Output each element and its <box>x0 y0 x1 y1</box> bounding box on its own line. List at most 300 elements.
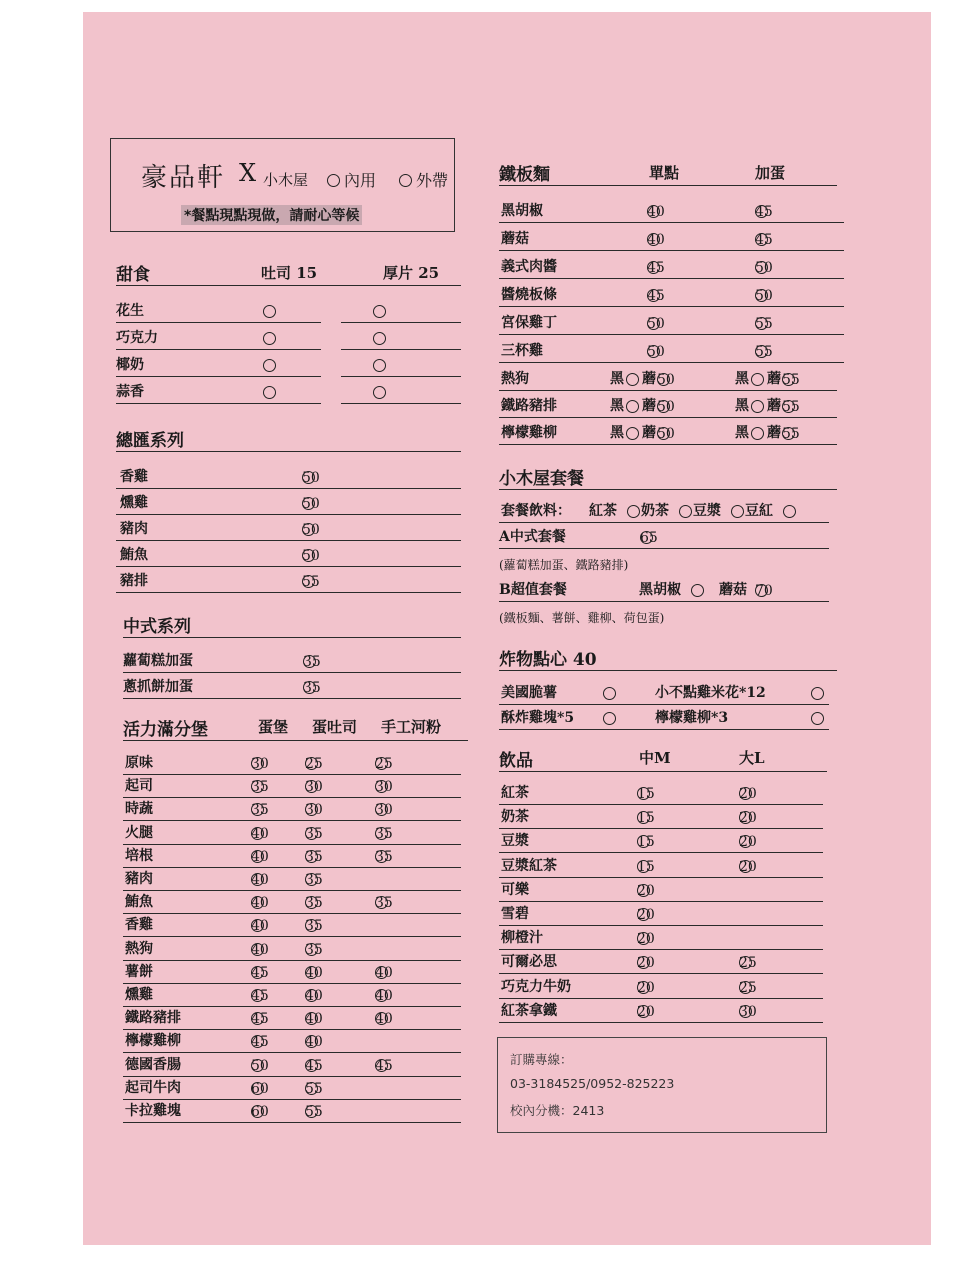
drink-large-price[interactable]: 20 <box>739 810 757 827</box>
noodle-single-price[interactable]: 45 <box>647 260 665 276</box>
thick-option-circle[interactable] <box>373 332 386 345</box>
drink-item-name: 雪碧 <box>501 906 529 922</box>
burger-egg-price[interactable]: 45 <box>251 1034 269 1051</box>
noodle-egg-price[interactable]: 45 <box>755 204 773 220</box>
burger-col-egg-burger: 蛋堡 <box>258 718 289 736</box>
club-price[interactable]: 50 <box>302 496 320 512</box>
burger-noodle-price-circle[interactable] <box>375 757 388 770</box>
set-a-description: (蘿蔔糕加蛋、鐵路豬排) <box>499 558 629 572</box>
noodle-egg-price-circle[interactable] <box>782 400 795 413</box>
noodle-egg-price[interactable]: 55 <box>782 426 800 442</box>
table-row <box>499 342 844 363</box>
table-row <box>123 824 461 845</box>
take-out-option[interactable]: 外帶 <box>399 168 448 191</box>
drink-item-name: 奶茶 <box>501 809 529 826</box>
black-pepper-option-circle[interactable] <box>751 400 764 413</box>
burger-noodle-price[interactable]: 30 <box>375 779 393 796</box>
burger-toast-price[interactable]: 40 <box>305 1034 323 1051</box>
burger-toast-price-circle[interactable] <box>305 1105 318 1118</box>
set-b-price-circle[interactable] <box>755 584 768 597</box>
club-price-circle[interactable] <box>302 471 315 484</box>
black-pepper-label: 黑 <box>735 425 749 441</box>
table-row <box>123 678 461 699</box>
burger-toast-price[interactable]: 25 <box>305 756 323 772</box>
chinese-item-name: 蘿蔔糕加蛋 <box>123 653 193 669</box>
mushroom-label: 蘑 <box>767 371 781 387</box>
table-row <box>123 777 461 798</box>
burger-toast-price[interactable]: 45 <box>305 1057 323 1074</box>
burger-col-rice-noodle: 手工河粉 <box>381 718 442 736</box>
noodle-egg-price-circle[interactable] <box>755 317 768 330</box>
table-row <box>123 754 461 775</box>
burger-egg-price[interactable]: 30 <box>251 756 269 772</box>
set-b-pepper-circle[interactable] <box>691 584 704 597</box>
burger-item-name: 燻雞 <box>125 987 153 1003</box>
set-drink-label: 套餐飲料： <box>501 503 571 519</box>
black-pepper-option-circle[interactable] <box>626 427 639 440</box>
table-row <box>341 329 461 350</box>
toast-option-circle[interactable] <box>263 386 276 399</box>
set-drink-option: 豆紅 <box>745 503 773 519</box>
noodle-single-price[interactable]: 50 <box>647 344 665 360</box>
thick-option-circle[interactable] <box>373 305 386 318</box>
sweet-item-name: 花生 <box>116 303 144 319</box>
burger-item-name: 起司牛肉 <box>125 1079 181 1096</box>
burger-egg-price-circle[interactable] <box>251 943 264 956</box>
table-row <box>499 286 844 307</box>
burger-noodle-price-circle[interactable] <box>375 827 388 840</box>
chinese-title: 中式系列 <box>123 612 461 638</box>
fried-nuggets-option-circle[interactable] <box>603 712 616 725</box>
noodle-item-name: 鐵路豬排 <box>501 398 557 414</box>
table-row <box>123 916 461 937</box>
drink-medium-price[interactable]: 15 <box>637 858 655 875</box>
burger-toast-price[interactable]: 35 <box>305 918 323 935</box>
black-pepper-label: 黑 <box>610 398 624 414</box>
drink-large-price[interactable]: 20 <box>739 834 757 851</box>
table-row <box>341 302 461 323</box>
noodle-item-name: 熱狗 <box>501 371 529 387</box>
club-title: 總匯系列 <box>116 426 461 452</box>
mushroom-label: 蘑 <box>767 425 781 441</box>
burger-egg-price[interactable]: 60 <box>251 1080 269 1097</box>
set-drink-row <box>499 502 829 523</box>
table-row <box>499 230 844 251</box>
drink-medium-price[interactable]: 20 <box>637 1003 655 1020</box>
table-row <box>341 383 461 404</box>
burger-egg-price[interactable]: 40 <box>251 872 269 888</box>
club-price-circle[interactable] <box>302 575 315 588</box>
burger-egg-price-circle[interactable] <box>251 873 264 886</box>
drink-medium-price[interactable]: 20 <box>637 882 655 899</box>
drink-large-price-circle[interactable] <box>739 860 752 873</box>
burger-egg-price[interactable]: 45 <box>251 988 269 1004</box>
burger-toast-price-circle[interactable] <box>305 873 318 886</box>
dine-in-circle[interactable] <box>327 174 340 187</box>
table-row <box>116 572 461 593</box>
table-row <box>123 986 461 1007</box>
drink-item-name: 豆漿 <box>501 833 529 850</box>
burger-toast-price[interactable]: 30 <box>305 779 323 796</box>
noodle-single-price[interactable]: 45 <box>647 288 665 304</box>
drink-medium-price-circle[interactable] <box>637 884 650 897</box>
table-row <box>499 953 823 974</box>
black-pepper-label: 黑 <box>735 398 749 414</box>
noodle-single-price-circle[interactable] <box>647 261 660 274</box>
take-out-circle[interactable] <box>399 174 412 187</box>
burger-egg-price[interactable]: 35 <box>251 779 269 796</box>
noodle-egg-price-circle[interactable] <box>782 373 795 386</box>
burger-noodle-price[interactable]: 35 <box>375 848 393 865</box>
set-b-row <box>499 581 829 602</box>
mushroom-label: 蘑 <box>767 398 781 414</box>
burger-item-name: 德國香腸 <box>125 1056 181 1073</box>
burger-noodle-price[interactable]: 45 <box>375 1057 393 1074</box>
drink-item-name: 巧克力牛奶 <box>501 978 571 995</box>
noodle-egg-price[interactable]: 45 <box>755 232 773 248</box>
burger-toast-price-circle[interactable] <box>305 827 318 840</box>
contact-box <box>497 1037 827 1133</box>
burger-egg-price[interactable]: 40 <box>251 825 269 842</box>
noodle-single-price[interactable]: 50 <box>657 426 675 442</box>
club-price[interactable]: 50 <box>302 522 320 538</box>
toast-option-circle[interactable] <box>263 359 276 372</box>
mushroom-label: 蘑 <box>642 425 656 441</box>
set-a-price-circle[interactable] <box>640 531 653 544</box>
mushroom-label: 蘑 <box>642 398 656 414</box>
noodle-egg-price-circle[interactable] <box>755 261 768 274</box>
noodle-single-price[interactable]: 50 <box>657 372 675 388</box>
burger-egg-price[interactable]: 45 <box>251 964 269 981</box>
drink-large-price-circle[interactable] <box>739 787 752 800</box>
burger-egg-price-circle[interactable] <box>251 989 264 1002</box>
table-row <box>123 800 461 821</box>
drink-medium-price-circle[interactable] <box>637 787 650 800</box>
drink-medium-price-circle[interactable] <box>637 981 650 994</box>
drink-medium-price[interactable]: 20 <box>637 979 655 996</box>
set-b-description: (鐵板麵、薯餅、雞柳、荷包蛋) <box>499 611 665 625</box>
table-row <box>499 1002 823 1023</box>
drink-medium-price[interactable]: 20 <box>637 931 655 948</box>
noodle-single-price-circle[interactable] <box>647 233 660 246</box>
fried-fries-option-circle[interactable] <box>603 687 616 700</box>
burger-egg-price[interactable]: 40 <box>251 941 269 958</box>
drink-large-price[interactable]: 25 <box>739 979 757 996</box>
burger-noodle-price-circle[interactable] <box>375 966 388 979</box>
fried-item-popcorn: 小不點雞米花*12 <box>655 685 766 701</box>
burger-toast-price[interactable]: 55 <box>305 1080 323 1097</box>
table-row <box>499 832 823 853</box>
table-row <box>123 847 461 868</box>
drink-large-price[interactable]: 20 <box>739 786 757 802</box>
drink-item-name: 紅茶 <box>501 785 529 801</box>
burger-toast-price-circle[interactable] <box>305 989 318 1002</box>
burger-toast-price-circle[interactable] <box>305 966 318 979</box>
drink-large-price[interactable]: 20 <box>739 858 757 875</box>
table-row <box>499 424 837 445</box>
drink-medium-price[interactable]: 20 <box>637 907 655 923</box>
burger-toast-price-circle[interactable] <box>305 1059 318 1072</box>
table-row <box>499 258 844 279</box>
table-row <box>123 1079 461 1100</box>
drink-item-name: 可爾必思 <box>501 954 557 971</box>
menu-sheet <box>83 12 931 1245</box>
burger-noodle-price[interactable]: 30 <box>375 802 393 819</box>
burger-toast-price[interactable]: 40 <box>305 964 323 981</box>
thick-option-circle[interactable] <box>373 386 386 399</box>
drinks-col-medium: 中M <box>639 749 671 767</box>
burger-col-egg-toast: 蛋吐司 <box>312 718 358 736</box>
header-box <box>110 138 455 232</box>
burger-noodle-price[interactable]: 25 <box>375 756 393 772</box>
sweet-col-thick: 厚片 25 <box>383 264 440 282</box>
burger-item-name: 火腿 <box>125 824 153 841</box>
fried-item-nuggets: 酥炸雞塊*5 <box>501 710 575 726</box>
table-row <box>116 356 321 377</box>
noodle-item-name: 蘑菇 <box>501 231 529 247</box>
dine-in-option[interactable]: 內用 <box>327 168 376 191</box>
burger-item-name: 卡拉雞塊 <box>125 1103 181 1119</box>
noodle-item-name: 義式肉醬 <box>501 259 557 275</box>
table-row <box>123 1056 461 1077</box>
noodle-egg-price[interactable]: 55 <box>755 344 773 360</box>
club-price[interactable]: 50 <box>302 548 320 564</box>
table-row <box>499 808 823 829</box>
drink-item-name: 柳橙汁 <box>501 930 543 947</box>
burger-item-name: 起司 <box>125 778 153 795</box>
burger-egg-price-circle[interactable] <box>251 1082 264 1095</box>
club-item-name: 香雞 <box>120 469 148 485</box>
table-row <box>116 383 321 404</box>
table-row <box>499 905 823 926</box>
table-row <box>116 546 461 567</box>
set-meal-title: 小木屋套餐 <box>499 464 837 490</box>
table-row <box>123 940 461 961</box>
drink-medium-price[interactable]: 15 <box>637 786 655 802</box>
noodle-egg-price-circle[interactable] <box>782 427 795 440</box>
burger-egg-price[interactable]: 60 <box>251 1104 269 1120</box>
black-pepper-option-circle[interactable] <box>626 373 639 386</box>
drink-large-price[interactable]: 25 <box>739 955 757 972</box>
set-b-name: B超值套餐 <box>499 582 567 598</box>
club-price-circle[interactable] <box>302 497 315 510</box>
burger-toast-price[interactable]: 35 <box>305 848 323 865</box>
thick-option-circle[interactable] <box>373 359 386 372</box>
burger-item-name: 鐵路豬排 <box>125 1010 181 1027</box>
sweet-item-name: 椰奶 <box>116 357 144 373</box>
table-row <box>499 881 823 902</box>
burger-egg-price-circle[interactable] <box>251 1105 264 1118</box>
drink-large-price-circle[interactable] <box>739 981 752 994</box>
burger-item-name: 豬肉 <box>125 871 153 887</box>
burger-noodle-price[interactable]: 35 <box>375 895 393 912</box>
drink-item-name: 紅茶拿鐵 <box>501 1002 557 1019</box>
burger-item-name: 原味 <box>125 755 153 771</box>
table-row <box>499 202 844 223</box>
table-row <box>123 1009 461 1030</box>
noodle-single-price[interactable]: 50 <box>657 399 675 415</box>
set-drink-option-circle[interactable] <box>679 505 692 518</box>
burger-toast-price[interactable]: 55 <box>305 1104 323 1120</box>
burger-egg-price-circle[interactable] <box>251 1059 264 1072</box>
burger-toast-price[interactable]: 40 <box>305 988 323 1004</box>
noodle-egg-price[interactable]: 55 <box>782 372 800 388</box>
burger-toast-price-circle[interactable] <box>305 850 318 863</box>
set-drink-option-circle[interactable] <box>627 505 640 518</box>
fried-item-lemon: 檸檬雞柳*3 <box>655 710 729 726</box>
set-drink-option-circle[interactable] <box>731 505 744 518</box>
toast-option-circle[interactable] <box>263 305 276 318</box>
burger-toast-price-circle[interactable] <box>305 1082 318 1095</box>
noodle-single-price[interactable]: 40 <box>647 204 665 220</box>
noodle-egg-price[interactable]: 55 <box>782 399 800 415</box>
noodle-col-single: 單點 <box>649 164 680 182</box>
table-row <box>123 652 461 673</box>
set-a-price[interactable]: 65 <box>640 530 658 546</box>
burger-toast-price[interactable]: 35 <box>305 895 323 912</box>
black-pepper-label: 黑 <box>610 425 624 441</box>
noodle-single-price[interactable]: 40 <box>647 232 665 248</box>
chinese-price-circle[interactable] <box>303 681 316 694</box>
set-b-price[interactable]: 70 <box>755 583 773 599</box>
noodle-title: 鐵板麵 <box>499 160 837 186</box>
table-row <box>116 329 321 350</box>
burger-egg-price[interactable]: 35 <box>251 802 269 819</box>
club-item-name: 豬肉 <box>120 521 148 537</box>
club-item-name: 燻雞 <box>120 495 148 511</box>
table-row <box>123 963 461 984</box>
noodle-single-price-circle[interactable] <box>657 427 670 440</box>
burger-item-name: 熱狗 <box>125 940 153 957</box>
burger-item-name: 香雞 <box>125 917 153 934</box>
noodle-egg-price[interactable]: 50 <box>755 288 773 304</box>
table-row <box>499 709 829 730</box>
burger-item-name: 薯餅 <box>125 963 153 980</box>
table-row <box>123 893 461 914</box>
set-drink-option: 紅茶 <box>589 503 617 519</box>
set-a-row <box>499 528 829 549</box>
noodle-single-price-circle[interactable] <box>657 400 670 413</box>
noodle-single-price[interactable]: 50 <box>647 316 665 332</box>
burger-toast-price[interactable]: 35 <box>305 825 323 842</box>
set-a-name: A中式套餐 <box>499 529 566 545</box>
burger-noodle-price[interactable]: 40 <box>375 988 393 1004</box>
table-row <box>341 356 461 377</box>
burger-toast-price[interactable]: 35 <box>305 941 323 958</box>
noodle-egg-price-circle[interactable] <box>755 289 768 302</box>
black-pepper-option-circle[interactable] <box>751 427 764 440</box>
table-row <box>499 929 823 950</box>
burger-egg-price[interactable]: 40 <box>251 918 269 935</box>
table-row <box>499 784 823 805</box>
club-item-name: 鮪魚 <box>120 547 148 563</box>
noodle-single-price-circle[interactable] <box>647 317 660 330</box>
drink-large-price-circle[interactable] <box>739 1005 752 1018</box>
drink-medium-price-circle[interactable] <box>637 860 650 873</box>
drink-medium-price[interactable]: 15 <box>637 810 655 827</box>
burger-noodle-price[interactable]: 40 <box>375 1011 393 1028</box>
burger-egg-price-circle[interactable] <box>251 827 264 840</box>
burger-toast-price-circle[interactable] <box>305 757 318 770</box>
burger-egg-price-circle[interactable] <box>251 966 264 979</box>
drink-medium-price-circle[interactable] <box>637 908 650 921</box>
drink-medium-price[interactable]: 15 <box>637 834 655 851</box>
burger-noodle-price[interactable]: 40 <box>375 964 393 981</box>
noodle-egg-price-circle[interactable] <box>755 205 768 218</box>
set-drink-option-circle[interactable] <box>783 505 796 518</box>
noodle-item-name: 檸檬雞柳 <box>501 425 557 441</box>
noodle-item-name: 醬燒板條 <box>501 287 557 303</box>
burger-toast-price-circle[interactable] <box>305 943 318 956</box>
burger-noodle-price-circle[interactable] <box>375 989 388 1002</box>
noodle-single-price-circle[interactable] <box>647 205 660 218</box>
drinks-title: 飲品 <box>499 746 827 772</box>
noodle-egg-price-circle[interactable] <box>755 345 768 358</box>
chinese-price[interactable]: 35 <box>303 680 321 696</box>
fried-popcorn-option-circle[interactable] <box>811 687 824 700</box>
noodle-single-price-circle[interactable] <box>657 373 670 386</box>
club-price-circle[interactable] <box>302 549 315 562</box>
noodle-egg-price-circle[interactable] <box>755 233 768 246</box>
x-mark: X <box>239 159 257 187</box>
noodle-egg-price[interactable]: 55 <box>755 316 773 332</box>
club-price[interactable]: 55 <box>302 574 320 590</box>
noodle-single-price-circle[interactable] <box>647 345 660 358</box>
burger-egg-price[interactable]: 40 <box>251 848 269 865</box>
table-row <box>499 370 837 391</box>
burger-toast-price[interactable]: 30 <box>305 802 323 819</box>
drink-medium-price[interactable]: 20 <box>637 955 655 972</box>
burger-egg-price-circle[interactable] <box>251 757 264 770</box>
burger-noodle-price[interactable]: 35 <box>375 825 393 842</box>
drink-item-name: 豆漿紅茶 <box>501 857 557 874</box>
drink-large-price[interactable]: 30 <box>739 1003 757 1020</box>
burger-egg-price[interactable]: 40 <box>251 895 269 912</box>
burger-noodle-price-circle[interactable] <box>375 850 388 863</box>
contact-extension: 校內分機：2413 <box>510 1103 605 1118</box>
chinese-price[interactable]: 35 <box>303 654 321 670</box>
burger-egg-price-circle[interactable] <box>251 850 264 863</box>
table-row <box>499 684 829 705</box>
table-row <box>116 494 461 515</box>
chinese-price-circle[interactable] <box>303 655 316 668</box>
black-pepper-option-circle[interactable] <box>751 373 764 386</box>
fried-lemon-option-circle[interactable] <box>811 712 824 725</box>
noodle-item-name: 三杯雞 <box>501 343 543 359</box>
burger-toast-price[interactable]: 40 <box>305 1011 323 1028</box>
burger-egg-price[interactable]: 50 <box>251 1057 269 1074</box>
toast-option-circle[interactable] <box>263 332 276 345</box>
table-row <box>116 302 321 323</box>
noodle-egg-price[interactable]: 50 <box>755 260 773 276</box>
sweet-item-name: 蒜香 <box>116 384 144 400</box>
burger-item-name: 培根 <box>125 847 153 864</box>
noodle-single-price-circle[interactable] <box>647 289 660 302</box>
table-row <box>123 1032 461 1053</box>
drinks-col-large: 大L <box>739 749 765 767</box>
table-row <box>499 314 844 335</box>
drink-item-name: 可樂 <box>501 881 529 898</box>
club-price-circle[interactable] <box>302 523 315 536</box>
noodle-item-name: 宮保雞丁 <box>501 315 557 331</box>
club-price[interactable]: 50 <box>302 470 320 486</box>
burger-egg-price[interactable]: 45 <box>251 1011 269 1028</box>
burger-toast-price[interactable]: 35 <box>305 872 323 888</box>
burger-noodle-price-circle[interactable] <box>375 1059 388 1072</box>
black-pepper-option-circle[interactable] <box>626 400 639 413</box>
drink-medium-price-circle[interactable] <box>637 1005 650 1018</box>
set-drink-option: 豆漿 <box>693 503 721 519</box>
